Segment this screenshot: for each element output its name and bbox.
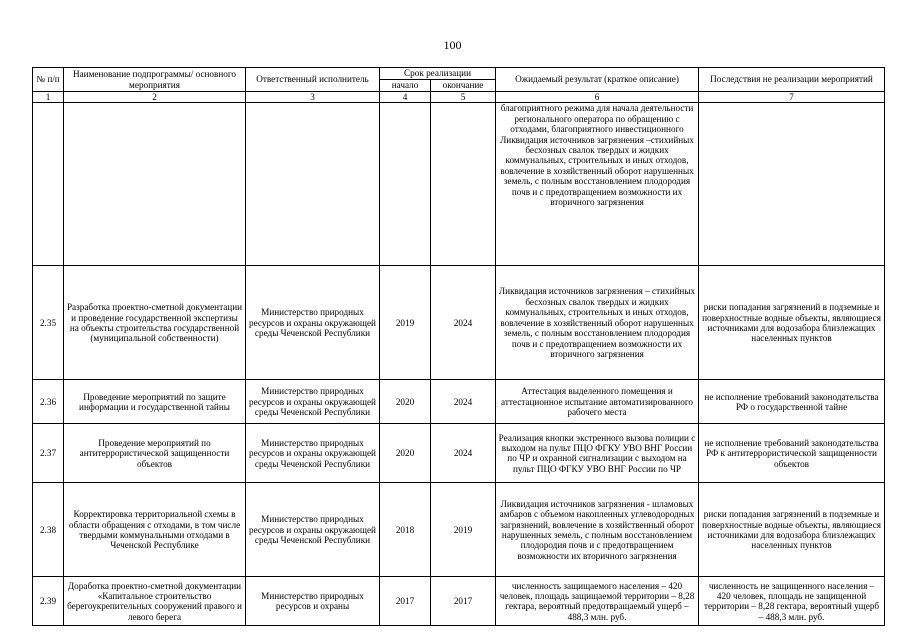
header-num: № п/п (33, 68, 64, 92)
measures-table (32, 67, 885, 626)
column-number: 7 (699, 92, 885, 103)
column-number-row (33, 92, 885, 103)
row-name: Проведение мероприятий по защите информации и государственной тайны (64, 380, 246, 424)
row-consequences: не исполнение требований законодательства РФ о государственной тайне (699, 380, 885, 424)
table-row (33, 266, 885, 380)
row-num: 2.39 (33, 577, 64, 626)
row-result: Ликвидация источников загрязнения - шламовых амбаров с объемом накопленных углеводородных загрязнений, вовлечение в хозяйственный оборот нарушенных земель, с полным восстановлением плодородия почв и с предотвращением возможности их вторичного загрязнения (496, 483, 699, 577)
row-num: 2.35 (33, 266, 64, 380)
row-start: 2020 (380, 424, 431, 483)
row-consequences: риски попадания загрязнений в подземные и поверхностные водные объекты, являющиеся источниками для водозабора близлежащих населенных пунктов (699, 266, 885, 380)
row-name: Разработка проектно-сметной документации и проведение государственной экспертизы на объекты строительства государственной (муниципальной собственности) (64, 266, 246, 380)
row-consequences: численность не защищенного населения – 420 человек, площадь не защищенной территории – 8,28 гектара, вероятный ущерб – 488,3 млн. руб. (699, 577, 885, 626)
row-executor: Министерство природных ресурсов и охраны окружающей среды Чеченской Республики (246, 483, 380, 577)
row-end: 2024 (431, 380, 496, 424)
row-num: 2.37 (33, 424, 64, 483)
row-start: 2018 (380, 483, 431, 577)
row-result: Аттестация выделенного помещения и аттестационное испытание автоматизированного рабочего места (496, 380, 699, 424)
row-end: 2024 (431, 424, 496, 483)
table-row (33, 424, 885, 483)
row-name: Доработка проектно-сметной документации «Капитальное строительство берегоукрепительных сооружений правого и левого берега (64, 577, 246, 626)
row-end: 2024 (431, 266, 496, 380)
header-result: Ожидаемый результат (краткое описание) (496, 68, 699, 92)
row-consequences: риски попадания загрязнений в подземные и поверхностные водные объекты, являющиеся источниками для водозабора близлежащих населенных пунктов (699, 483, 885, 577)
row-result: Ликвидация источников загрязнения – стихийных бесхозных свалок твердых и жидких коммунальных, строительных и иных отходов, вовлечение в хозяйственный оборот нарушенных земель, с полным восстановлением плодородия почв и с предотвращением возможности их вторичного загрязнения (496, 266, 699, 380)
row-end: 2017 (431, 577, 496, 626)
row-executor: Министерство природных ресурсов и охраны окружающей среды Чеченской Республики (246, 424, 380, 483)
column-number: 5 (431, 92, 496, 103)
table-row (33, 577, 885, 626)
row-name: Корректировка территориальной схемы в области обращения с отходами, в том числе твердыми коммунальными отходами в Чеченской Республике (64, 483, 246, 577)
row-end: 2019 (431, 483, 496, 577)
header-row (33, 68, 885, 80)
column-number: 3 (246, 92, 380, 103)
page-number: 100 (443, 38, 462, 52)
column-number: 4 (380, 92, 431, 103)
row-num: 2.36 (33, 380, 64, 424)
table-row (33, 483, 885, 577)
row-executor: Министерство природных ресурсов и охраны окружающей среды Чеченской Республики (246, 266, 380, 380)
row-executor: Министерство природных ресурсов и охраны окружающей среды Чеченской Республики (246, 380, 380, 424)
header-period: Срок реализации (380, 68, 496, 80)
row-start: 2019 (380, 266, 431, 380)
table-row (33, 380, 885, 424)
row-start: 2017 (380, 577, 431, 626)
row-result: численность защищаемого населения – 420 человек, площадь защищаемой территории – 8,28 гектара, вероятный предотвращаемый ущерб – 488,3 млн. руб. (496, 577, 699, 626)
table-row-continuation (33, 103, 885, 266)
result-cell: благоприятного режима для начала деятельности регионального оператора по обращению с отходами, благоприятного инвестиционного Ликвидация источников загрязнения –стихийных бесхозных свалок твердых и жидких коммунальных, строительных и иных отходов, вовлечение в хозяйственный оборот нарушенных земель, с полным восстановлением плодородия почв и с предотвращением возможности их вторичного загрязнения (496, 103, 699, 266)
row-start: 2020 (380, 380, 431, 424)
row-consequences: не исполнение требований законодательства РФ к антитеррористической защищенности объектов (699, 424, 885, 483)
column-number: 6 (496, 92, 699, 103)
row-result: Реализация кнопки экстренного вызова полиции с выходом на пульт ПЦО ФГКУ УВО ВНГ России по ЧР и охранной сигнализации с выходом на пульт ПЦО ФГКУ УВО ВНГ России по ЧР (496, 424, 699, 483)
row-executor: Министерство природных ресурсов и охраны (246, 577, 380, 626)
row-num: 2.38 (33, 483, 64, 577)
row-name: Проведение мероприятий по антитеррористической защищенности объектов (64, 424, 246, 483)
header-executor: Ответственный исполнитель (246, 68, 380, 92)
column-number: 1 (33, 92, 64, 103)
column-number: 2 (64, 92, 246, 103)
header-start: начало (380, 80, 431, 92)
header-name: Наименование подпрограммы/ основного мероприятия (64, 68, 246, 92)
header-end: окончание (431, 80, 496, 92)
header-consequences: Последствия не реализации мероприятий (699, 68, 885, 92)
